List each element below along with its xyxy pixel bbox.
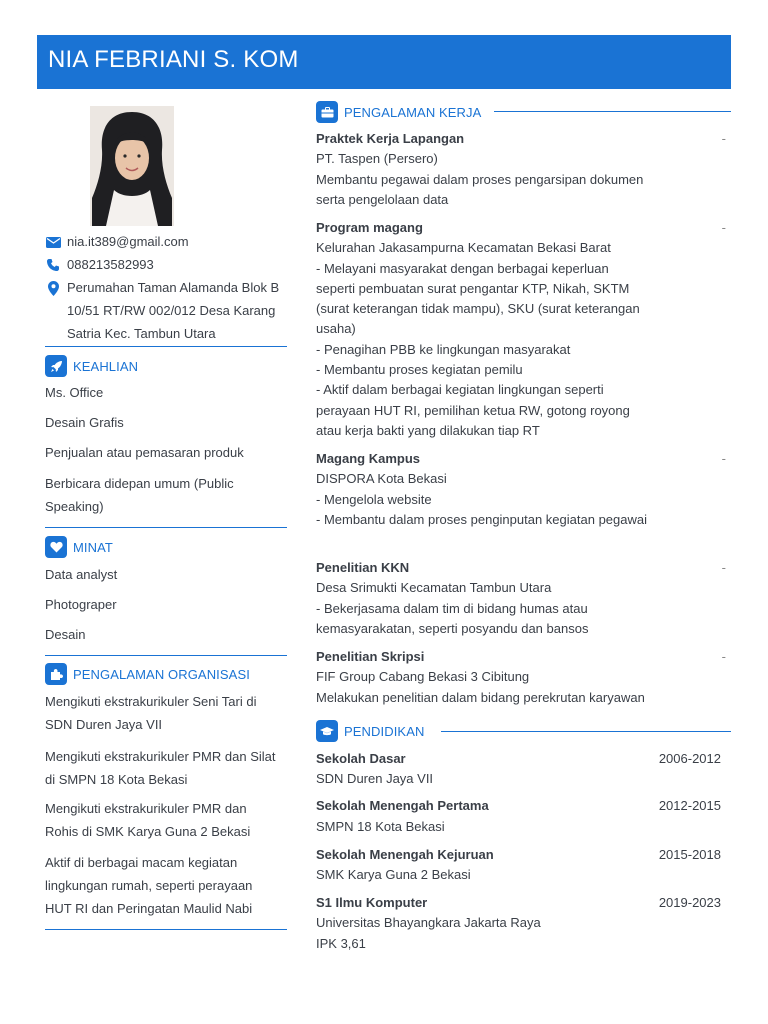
heading-rule: [494, 111, 731, 112]
organization-item: [45, 851, 290, 920]
job-entry: [316, 449, 726, 530]
job-organization: Kelurahan Jakasampurna Kecamatan Bekasi Barat: [316, 240, 611, 256]
organization-line: Mengikuti ekstrakurikuler PMR dan Silat: [45, 749, 276, 764]
heart-icon: [45, 536, 67, 558]
education-level: Sekolah Dasar: [316, 751, 406, 766]
profile-photo: [90, 106, 174, 226]
education-school: Universitas Bhayangkara Jakarta Raya: [316, 915, 541, 931]
education-years: 2006-2012: [658, 751, 721, 766]
interests-heading: [45, 536, 113, 558]
job-detail: seperti pembuatan surat pengantar KTP, Nikah, SKTM: [316, 280, 630, 296]
graduation-cap-icon: [316, 720, 338, 742]
job-title: Penelitian Skripsi: [316, 649, 425, 664]
email-icon: [45, 234, 61, 250]
education-entry: [316, 749, 726, 790]
organization-line: Mengikuti ekstrakurikuler Seni Tari di: [45, 694, 257, 709]
interest-item: Desain: [45, 627, 86, 642]
section-divider: [45, 346, 287, 347]
job-detail: perayaan HUT RI, pemilihan ketua RW, gotong royong: [316, 402, 630, 418]
organization-title: PENGALAMAN ORGANISASI: [73, 666, 250, 682]
skills-title: KEAHLIAN: [73, 358, 139, 374]
education-level: S1 Ilmu Komputer: [316, 895, 428, 910]
organization-item: [45, 745, 290, 791]
education-level: Sekolah Menengah Kejuruan: [316, 847, 494, 862]
organization-item: [45, 797, 290, 843]
education-entry: [316, 893, 726, 954]
organization-line: Rohis di SMK Karya Guna 2 Bekasi: [45, 824, 251, 839]
contact-address-line: 10/51 RT/RW 002/012 Desa Karang: [67, 303, 276, 318]
job-organization: Desa Srimukti Kecamatan Tambun Utara: [316, 580, 552, 596]
name-banner: [37, 35, 731, 89]
job-dates: -: [721, 451, 726, 466]
job-detail: Membantu pegawai dalam proses pengarsipan dokumen: [316, 171, 644, 187]
contact-phone[interactable]: 088213582993: [67, 257, 154, 272]
skill-item: Desain Grafis: [45, 415, 124, 430]
education-gpa: IPK 3,61: [316, 935, 366, 951]
contact-email[interactable]: nia.it389@gmail.com: [67, 234, 189, 249]
job-organization: PT. Taspen (Persero): [316, 151, 438, 167]
education-years: 2012-2015: [658, 798, 721, 813]
job-detail: serta pengelolaan data: [316, 191, 449, 207]
job-dates: -: [721, 649, 726, 664]
job-organization: FIF Group Cabang Bekasi 3 Cibitung: [316, 669, 530, 685]
organization-line: SDN Duren Jaya VII: [45, 717, 163, 732]
job-detail: - Aktif dalam berbagai kegiatan lingkungan seperti: [316, 382, 604, 398]
job-detail: - Membantu dalam proses penginputan kegiatan pegawai: [316, 511, 647, 527]
heading-rule: [441, 731, 731, 732]
job-detail: (surat keterangan tidak mampu), SKU (surat keterangan: [316, 301, 640, 317]
contact-address-line: Satria Kec. Tambun Utara: [67, 326, 216, 341]
interests-title: MINAT: [73, 539, 113, 555]
education-school: SMPN 18 Kota Bekasi: [316, 819, 445, 835]
job-detail: - Membantu proses kegiatan pemilu: [316, 362, 523, 378]
skill-item: Berbicara didepan umum (Public: [45, 476, 234, 491]
job-dates: -: [721, 220, 726, 235]
section-divider: [45, 929, 287, 930]
location-pin-icon: [45, 280, 61, 296]
job-detail: - Melayani masyarakat dengan berbagai keperluan: [316, 260, 609, 276]
experience-heading: [316, 101, 481, 123]
job-entry: [316, 647, 726, 708]
education-entry: [316, 845, 726, 886]
organization-item: [45, 690, 290, 736]
briefcase-icon: [316, 101, 338, 123]
job-detail: kemasyarakatan, seperti posyandu dan bansos: [316, 620, 589, 636]
education-heading: [316, 720, 424, 742]
job-organization: DISPORA Kota Bekasi: [316, 471, 447, 487]
education-school: SDN Duren Jaya VII: [316, 771, 434, 787]
interest-item: Photograper: [45, 597, 117, 612]
job-detail: usaha): [316, 321, 356, 337]
education-level: Sekolah Menengah Pertama: [316, 798, 489, 813]
education-school: SMK Karya Guna 2 Bekasi: [316, 867, 471, 883]
contact-block: [45, 230, 290, 345]
organization-line: lingkungan rumah, seperti perayaan: [45, 878, 253, 893]
contact-address-line: Perumahan Taman Alamanda Blok B: [67, 280, 280, 295]
skill-item: Speaking): [45, 499, 104, 514]
job-title: Praktek Kerja Lapangan: [316, 131, 465, 146]
phone-icon: [45, 257, 61, 273]
education-years: 2015-2018: [658, 847, 721, 862]
section-divider: [45, 527, 287, 528]
job-detail: - Bekerjasama dalam tim di bidang humas atau: [316, 600, 588, 616]
job-entry: [316, 129, 726, 210]
job-detail: - Penagihan PBB ke lingkungan masyarakat: [316, 341, 571, 357]
organization-line: Mengikuti ekstrakurikuler PMR dan: [45, 801, 247, 816]
education-years: 2019-2023: [658, 895, 721, 910]
organization-heading: [45, 663, 250, 685]
rocket-icon: [45, 355, 67, 377]
organization-line: Aktif di berbagai macam kegiatan: [45, 855, 238, 870]
job-title: Program magang: [316, 220, 423, 235]
job-detail: - Mengelola website: [316, 491, 432, 507]
job-detail: Melakukan penelitian dalam bidang perekrutan karyawan: [316, 689, 645, 705]
skills-heading: [45, 355, 138, 377]
job-detail: atau kerja bakti yang dilakukan tiap RT: [316, 422, 540, 438]
organization-line: HUT RI dan Peringatan Maulid Nabi: [45, 901, 253, 916]
skill-item: Ms. Office: [45, 385, 104, 400]
job-title: Penelitian KKN: [316, 560, 410, 575]
organization-line: di SMPN 18 Kota Bekasi: [45, 772, 188, 787]
job-dates: -: [721, 560, 726, 575]
puzzle-icon: [45, 663, 67, 685]
job-title: Magang Kampus: [316, 451, 421, 466]
job-dates: -: [721, 131, 726, 146]
interest-item: Data analyst: [45, 567, 118, 582]
education-title: PENDIDIKAN: [344, 723, 425, 739]
job-entry: [316, 558, 726, 639]
education-entry: [316, 796, 726, 838]
skill-item: Penjualan atau pemasaran produk: [45, 445, 244, 460]
job-entry: [316, 218, 726, 441]
section-divider: [45, 655, 287, 656]
person-name: NIA FEBRIANI S. KOM: [48, 46, 299, 73]
experience-title: PENGALAMAN KERJA: [344, 104, 482, 120]
